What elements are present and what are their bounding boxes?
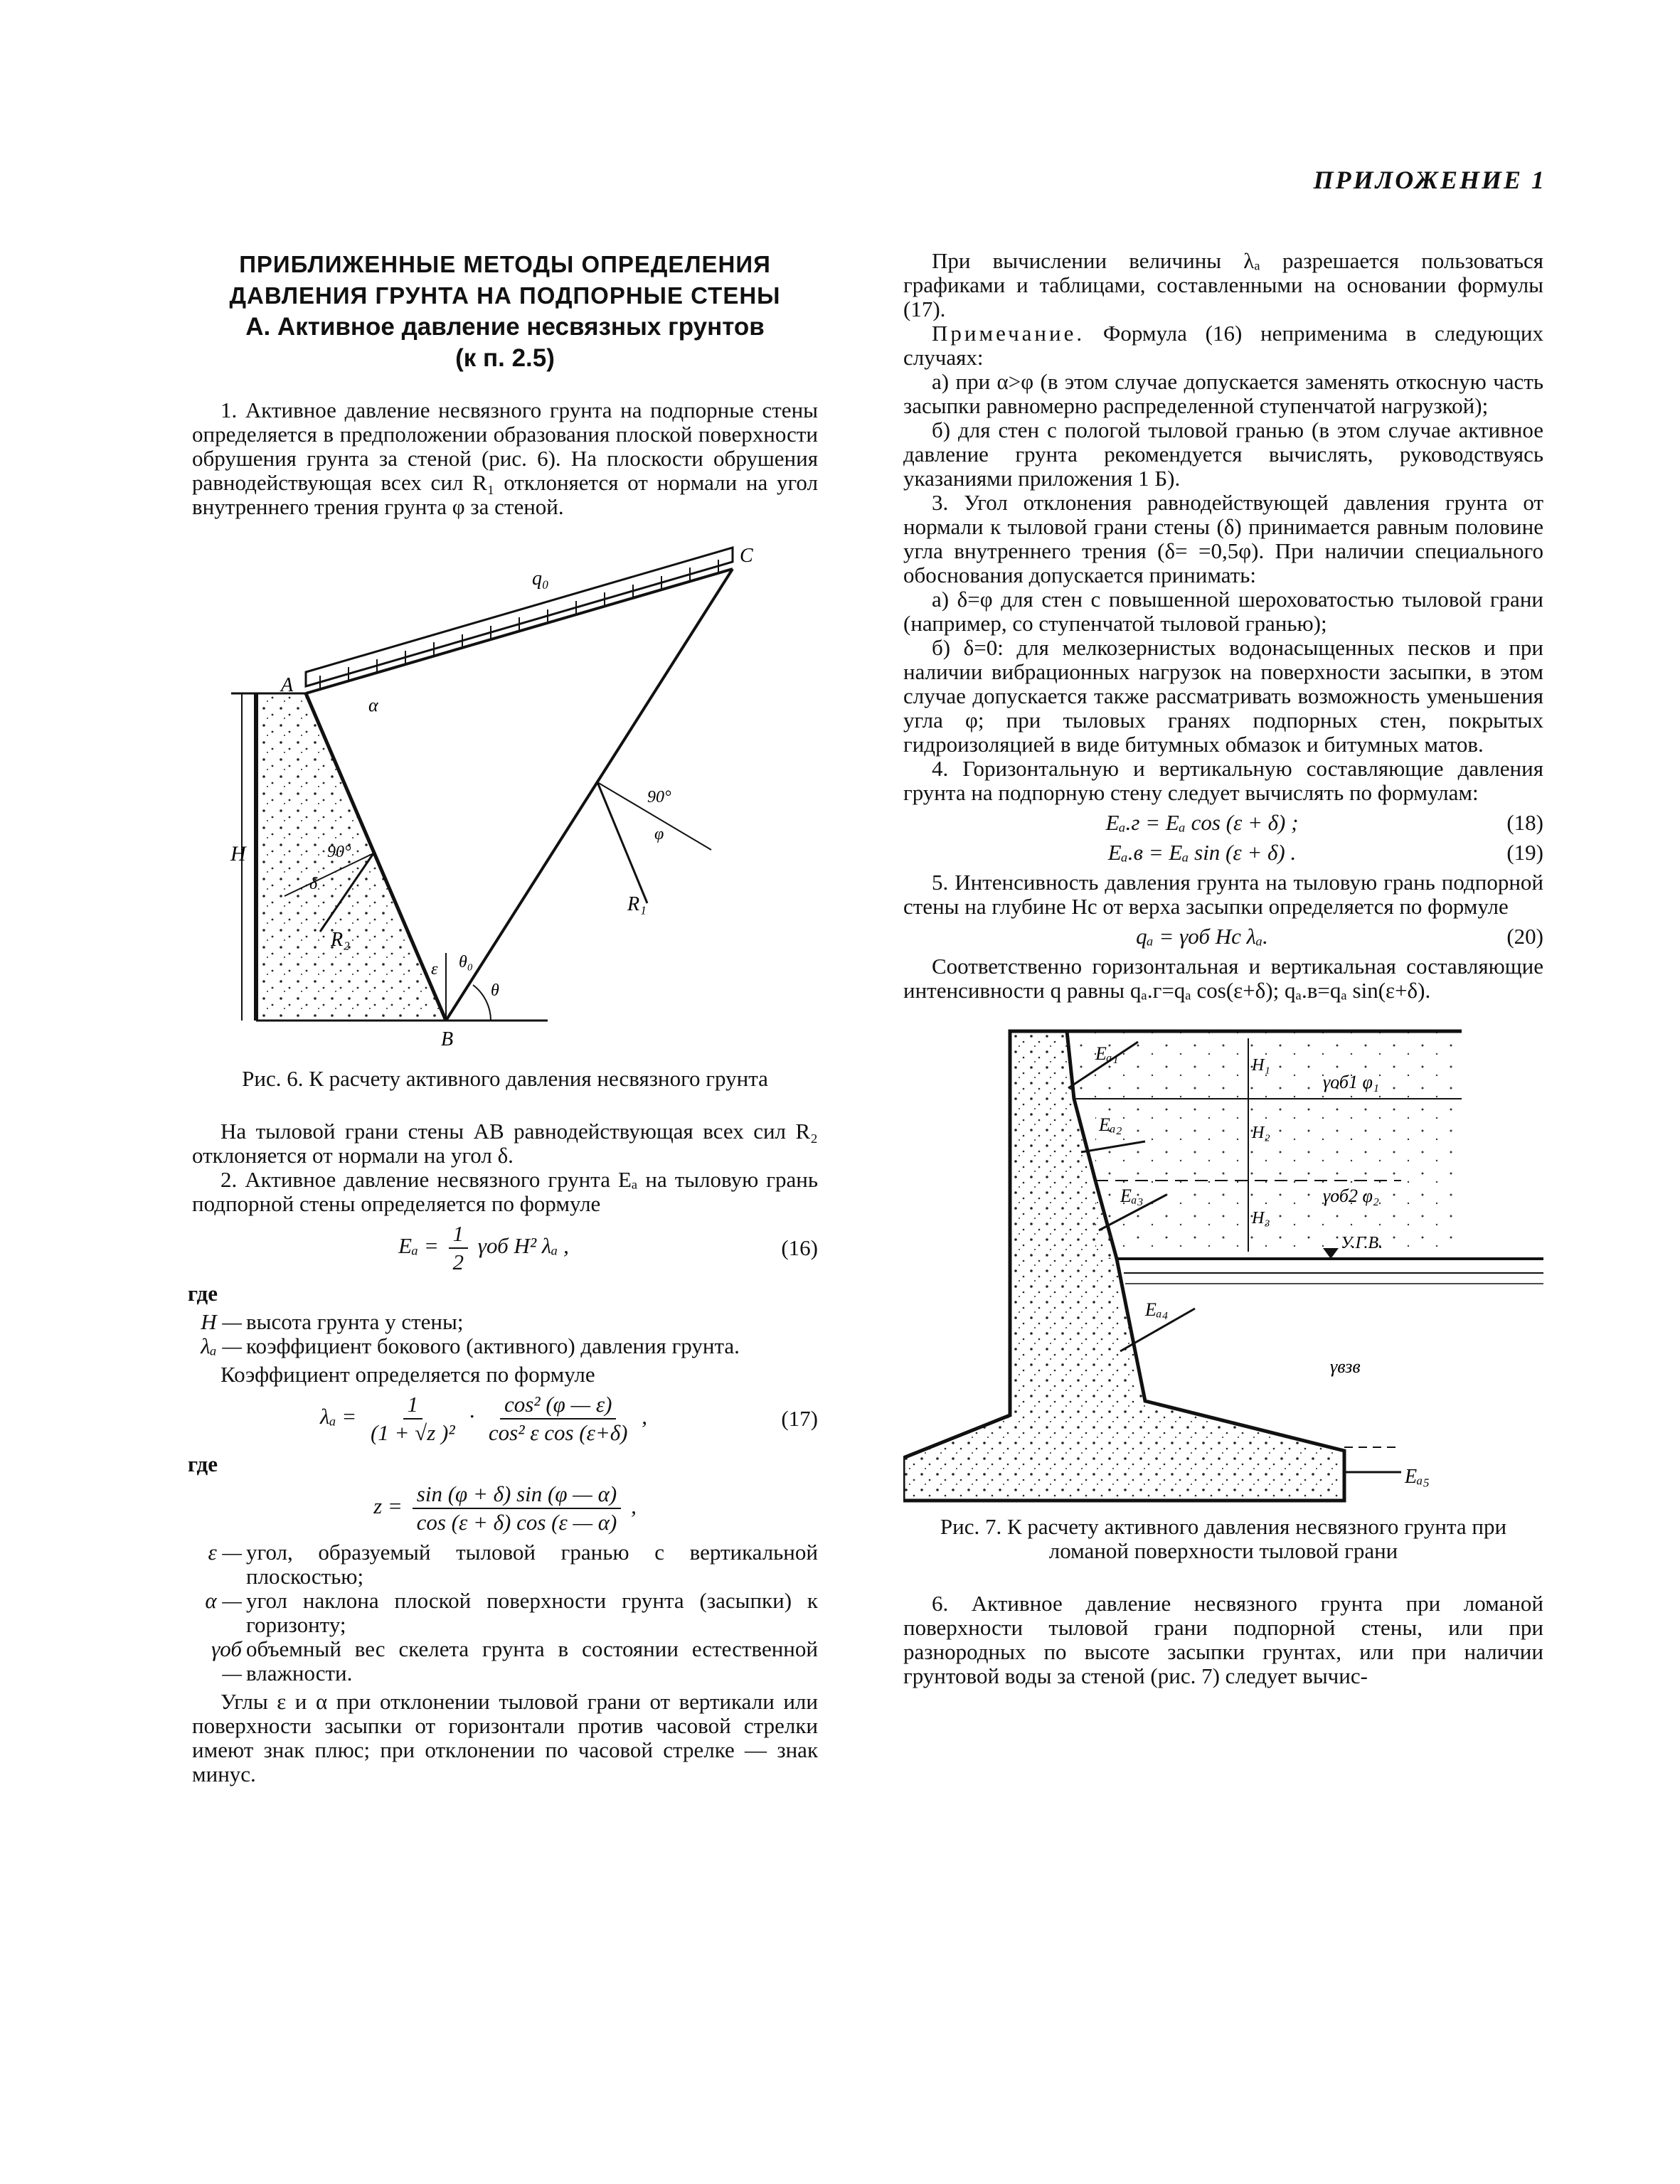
section-title-line2: ДАВЛЕНИЯ ГРУНТА НА ПОДПОРНЫЕ СТЕНЫ — [229, 282, 781, 309]
load-arrows — [320, 560, 718, 690]
paragraph-2: На тыловой грани стены AB равнодействующая всех сил R₂ отклоняется от нормали на угол δ. — [192, 1119, 818, 1168]
label-gamma1: γоб1 φ₁ — [1323, 1072, 1379, 1092]
f17-fraction-2: $\frac{\text{cos² (φ — ε)}}{\text{cos² ε cos (ε+δ)}}$ — [488, 1392, 628, 1445]
note-item-a: а) при α>φ (в этом случае допускается заменять откосную часть засыпки равномерно распределенной ступенчатой нагрузкой); — [903, 369, 1543, 418]
arc-theta — [473, 985, 491, 1021]
label-q0: q₀ — [532, 568, 549, 590]
definition-H: H — высота грунта у стены; — [201, 1309, 464, 1334]
label-R2: R₂ — [331, 929, 350, 951]
definition-lambda: λₐ — коэффициент бокового (активного) давления грунта. — [201, 1333, 740, 1358]
figure-6-diagram — [192, 533, 818, 1060]
note-item-b: б) для стен с пологой тыловой гранью (в этом случае активное давление грунта рекомендуется вычислять, руководствуясь указаниями приложения 1 Б). — [903, 417, 1543, 491]
formula-18 — [903, 811, 1543, 835]
fz-lhs: z = — [373, 1493, 403, 1519]
label-C: C — [740, 545, 753, 567]
paragraph-3: 2. Активное давление несвязного грунта Eₐ на тыловую грань подпорной стены определяется по формуле — [192, 1167, 818, 1216]
appendix-header: ПРИЛОЖЕНИЕ 1 — [1313, 166, 1546, 194]
definitions-1 — [192, 1310, 818, 1358]
formula-19-number: (19) — [1506, 840, 1543, 865]
formula-16 — [192, 1222, 818, 1274]
definition-eps: ε — угол, образуемый тыловой гранью с вертикальной плоскостью; — [208, 1540, 818, 1589]
fz-tail: , — [631, 1493, 637, 1519]
right-paragraph-1: При вычислении величины λₐ разрешается пользоваться графиками и таблицами, составленными на основании формулы (17). — [903, 248, 1543, 321]
surface-load-band — [306, 548, 733, 686]
right-paragraph-7: 6. Активное давление несвязного грунта при ломаной поверхности тыловой грани подпорной стены, или при разнородных по высоте засыпки грунтах, или при наличии грунтовой воды за стеной (рис. 7) следует вычис- — [903, 1591, 1543, 1688]
figure-7-caption: Рис. 7. К расчету активного давления несвязного грунта при ломаной поверхности тыловой грани — [940, 1514, 1507, 1563]
subsection-title-line1: А. Активное давление несвязных грунтов — [245, 313, 765, 341]
label-phi: φ — [654, 825, 664, 843]
formula-19 — [903, 841, 1543, 865]
label-delta: δ — [309, 875, 318, 893]
label-Ea3: Eₐ₃ — [1120, 1186, 1144, 1206]
label-angle90-left: 90° — [327, 843, 351, 861]
right-column — [903, 249, 1543, 1688]
label-theta: θ — [491, 981, 499, 1000]
formula-20-number: (20) — [1506, 924, 1543, 949]
f17-tail: , — [642, 1404, 647, 1429]
right-paragraph-5: 5. Интенсивность давления грунта на тыловую грань подпорной стены на глубине Hс от верха засыпки определяется по формуле — [903, 870, 1543, 919]
label-Ea2: Eₐ₂ — [1099, 1114, 1122, 1135]
formula-z — [192, 1482, 818, 1535]
label-A: A — [281, 674, 294, 696]
label-H1: H₁ — [1252, 1056, 1270, 1075]
f17-fraction-1: $\frac{1}{\text{(1 + √z )²}}$ — [370, 1392, 455, 1445]
subsection-title-line2: (к п. 2.5) — [455, 344, 555, 372]
f16-lhs: Eₐ = — [398, 1233, 439, 1259]
right-paragraph-4: 4. Горизонтальную и вертикальную составляющие давления грунта на подпорную стену следует вычислять по формулам: — [903, 756, 1543, 805]
item-b: б) δ=0: для мелкозернистых водонасыщенных песков и при наличии вибрационных нагрузок на поверхности засыпки, в этом случае допускается также рассматривать возможность уменьшения угла φ; при тыловых гранях подпорных стен, покрытых гидроизоляцией в виде битумных обмазок и битумных матов. — [903, 635, 1543, 757]
item-a: а) δ=φ для стен с повышенной шероховатостью тыловой грани (например, со ступенчатой тыловой гранью); — [903, 587, 1543, 636]
label-eps: ε — [431, 960, 438, 979]
formula-20-text: qₐ = γоб Hс λₐ. — [1136, 924, 1268, 949]
label-Ea1: Eₐ₁ — [1095, 1043, 1119, 1064]
label-R1: R₁ — [627, 893, 647, 915]
figure-6-caption: Рис. 6. К расчету активного давления несвязного грунта — [242, 1066, 768, 1091]
label-B: B — [441, 1028, 454, 1050]
backfill-layer-2 — [1095, 1099, 1462, 1259]
f16-fraction: $\frac{1}{2}$ — [449, 1222, 469, 1274]
definition-alpha: α — угол наклона плоской поверхности грунта (засыпки) к горизонту; — [205, 1588, 818, 1637]
label-ugv: У.Г.В. — [1341, 1234, 1383, 1252]
label-gamma-vzv: γвзв — [1330, 1356, 1361, 1377]
f17-lhs: λₐ = — [320, 1404, 357, 1429]
formula-19-text: Eₐ.в = Eₐ sin (ε + δ) . — [1107, 840, 1297, 865]
label-angle90-right: 90° — [647, 788, 671, 806]
definition-gamma: γоб — объемный вес скелета грунта в состоянии естественной влажности. — [211, 1636, 818, 1685]
formula-18-number: (18) — [1506, 810, 1543, 835]
right-paragraph-6: Соответственно горизонтальная и вертикальная составляющие интенсивности q равны qₐ.г=qₐ cos(ε+δ); qₐ.в=qₐ sin(ε+δ). — [903, 954, 1543, 1003]
label-alpha: α — [368, 695, 378, 715]
label-Ea5: Eₐ₅ — [1405, 1466, 1430, 1488]
formula-16-number: (16) — [781, 1235, 818, 1260]
where-label-1: где — [188, 1281, 218, 1306]
figure-6 — [192, 533, 818, 1060]
label-H2: H₂ — [1252, 1124, 1270, 1142]
where-label-2: где — [188, 1451, 218, 1476]
formula-17 — [192, 1392, 818, 1445]
formula-20 — [903, 925, 1543, 949]
figure-7 — [903, 1017, 1543, 1508]
label-theta0: θ₀ — [459, 953, 474, 971]
f16-rhs: γоб H² λₐ , — [477, 1233, 569, 1259]
note-label: Примечание. — [932, 321, 1085, 346]
label-H3: H₃ — [1252, 1209, 1270, 1227]
subsection-title — [192, 311, 818, 374]
label-Ea4: Eₐ₄ — [1145, 1299, 1169, 1320]
f17-dot: · — [469, 1404, 475, 1429]
section-title-line1: ПРИБЛИЖЕННЫЕ МЕТОДЫ ОПРЕДЕЛЕНИЯ — [239, 251, 771, 277]
definitions-2 — [192, 1540, 818, 1685]
note — [903, 321, 1543, 370]
paragraph-1: 1. Активное давление несвязного грунта на подпорные стены определяется в предположении образования плоской поверхности обрушения грунта за стеной (рис. 6). На плоскости обрушения равнодействующая всех сил R₁ отклоняется от нормали на угол внутреннего трения грунта φ за стеной. — [192, 398, 818, 519]
formula-17-number: (17) — [781, 1406, 818, 1431]
sliding-plane-BC — [446, 569, 733, 1021]
paragraph-5: Углы ε и α при отклонении тыловой грани от вертикали или поверхности засыпки от горизонтали против часовой стрелки имеют знак плюс; при отклонении по часовой стрелке — знак минус. — [192, 1689, 818, 1786]
note-text: Формула (16) неприменима в следующих случаях: — [903, 321, 1543, 370]
paragraph-4: Коэффициент определяется по формуле — [220, 1362, 595, 1387]
left-column — [188, 249, 818, 1786]
label-H: H — [230, 842, 246, 865]
figure-7-diagram — [903, 1017, 1543, 1508]
formula-18-text: Eₐ.г = Eₐ cos (ε + δ) ; — [1105, 810, 1299, 835]
right-paragraph-3: 3. Угол отклонения равнодействующей давления грунта от нормали к тыловой грани стены (δ) принимается равным половине угла внутреннего трения (δ= =0,5φ). При наличии специального обоснования допускается принимать: — [903, 490, 1543, 587]
label-gamma2: γоб2 φ₂ — [1323, 1186, 1379, 1206]
force-R1 — [597, 782, 647, 903]
fz-fraction: $\frac{\sin (\varphi + \delta) \sin (\varphi — \alpha)}{\cos (\varepsilon + \delta) \cos (\varepsilon — \alpha)}$ — [413, 1482, 622, 1535]
